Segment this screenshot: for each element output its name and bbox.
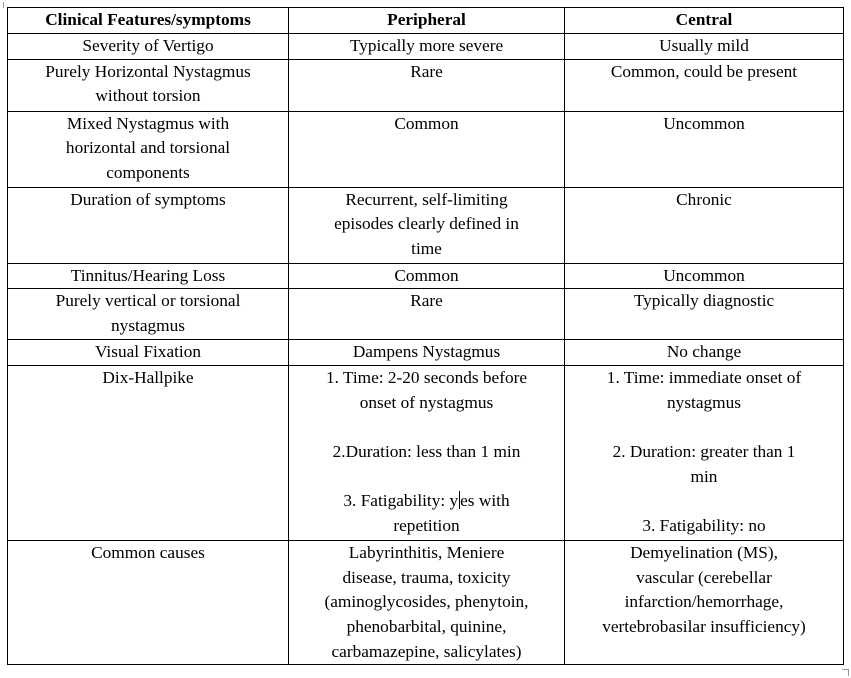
table-row xyxy=(8,187,844,263)
feature-cell: Visual Fixation xyxy=(8,340,289,366)
clinical-features-table xyxy=(7,7,844,665)
fatigability-text-before-cursor: 3. Fatigability: y xyxy=(343,491,459,511)
peripheral-cell: Rare xyxy=(289,289,565,340)
peripheral-cell: Dampens Nystagmus xyxy=(289,340,565,366)
peripheral-cell: Typically more severe xyxy=(289,33,565,59)
central-cell: Uncommon xyxy=(565,111,844,187)
central-cell xyxy=(565,366,844,541)
feature-cell: Duration of symptoms xyxy=(8,187,289,263)
central-duration-text: 2. Duration: greater than 1 min xyxy=(612,441,796,486)
peripheral-cell: Common xyxy=(289,111,565,187)
central-cell: Chronic xyxy=(565,187,844,263)
central-cell: Usually mild xyxy=(565,33,844,59)
peripheral-cell: Rare xyxy=(289,59,565,111)
page-corner-mark xyxy=(842,669,849,676)
feature-cell: Purely vertical or torsional nystagmus xyxy=(8,289,289,340)
central-cell: Uncommon xyxy=(565,263,844,289)
central-cell: Demyelination (MS), vascular (cerebellar infarction/hemorrhage, vertebrobasilar insufficiency) xyxy=(565,541,844,665)
central-cell: No change xyxy=(565,340,844,366)
table-row xyxy=(8,289,844,340)
feature-cell: Common causes xyxy=(8,541,289,665)
peripheral-cell: Labyrinthitis, Meniere disease, trauma, toxicity (aminoglycosides, phenytoin, phenobarbital, quinine, carbamazepine, salicylates) xyxy=(289,541,565,665)
central-cell: Typically diagnostic xyxy=(565,289,844,340)
peripheral-fatigability-text[interactable] xyxy=(293,489,560,538)
table-row xyxy=(8,111,844,187)
header-peripheral: Peripheral xyxy=(289,8,565,34)
table-row xyxy=(8,366,844,541)
peripheral-cell: Common xyxy=(289,263,565,289)
table-row xyxy=(8,59,844,111)
table-row xyxy=(8,263,844,289)
table-row xyxy=(8,340,844,366)
peripheral-cell: Recurrent, self-limiting episodes clearly defined in time xyxy=(289,187,565,263)
header-central: Central xyxy=(565,8,844,34)
central-cell: Common, could be present xyxy=(565,59,844,111)
fatigability-text-after-cursor: es with repetition xyxy=(393,491,510,535)
central-time-text: 1. Time: immediate onset of nystagmus xyxy=(606,368,802,412)
table-header-row xyxy=(8,8,844,34)
feature-cell: Dix-Hallpike xyxy=(8,366,289,541)
peripheral-time-text: 1. Time: 2-20 seconds before onset of nystagmus xyxy=(325,368,528,412)
feature-cell: Purely Horizontal Nystagmus without torsion xyxy=(8,59,289,111)
table-row xyxy=(8,33,844,59)
peripheral-duration-text: 2.Duration: less than 1 min xyxy=(332,441,521,461)
feature-cell: Severity of Vertigo xyxy=(8,33,289,59)
peripheral-cell[interactable] xyxy=(289,366,565,541)
central-fatigability-text: 3. Fatigability: no xyxy=(642,515,766,535)
feature-cell: Mixed Nystagmus with horizontal and torsional components xyxy=(8,111,289,187)
table-row xyxy=(8,541,844,665)
feature-cell: Tinnitus/Hearing Loss xyxy=(8,263,289,289)
header-clinical-features: Clinical Features/symptoms xyxy=(8,8,289,34)
